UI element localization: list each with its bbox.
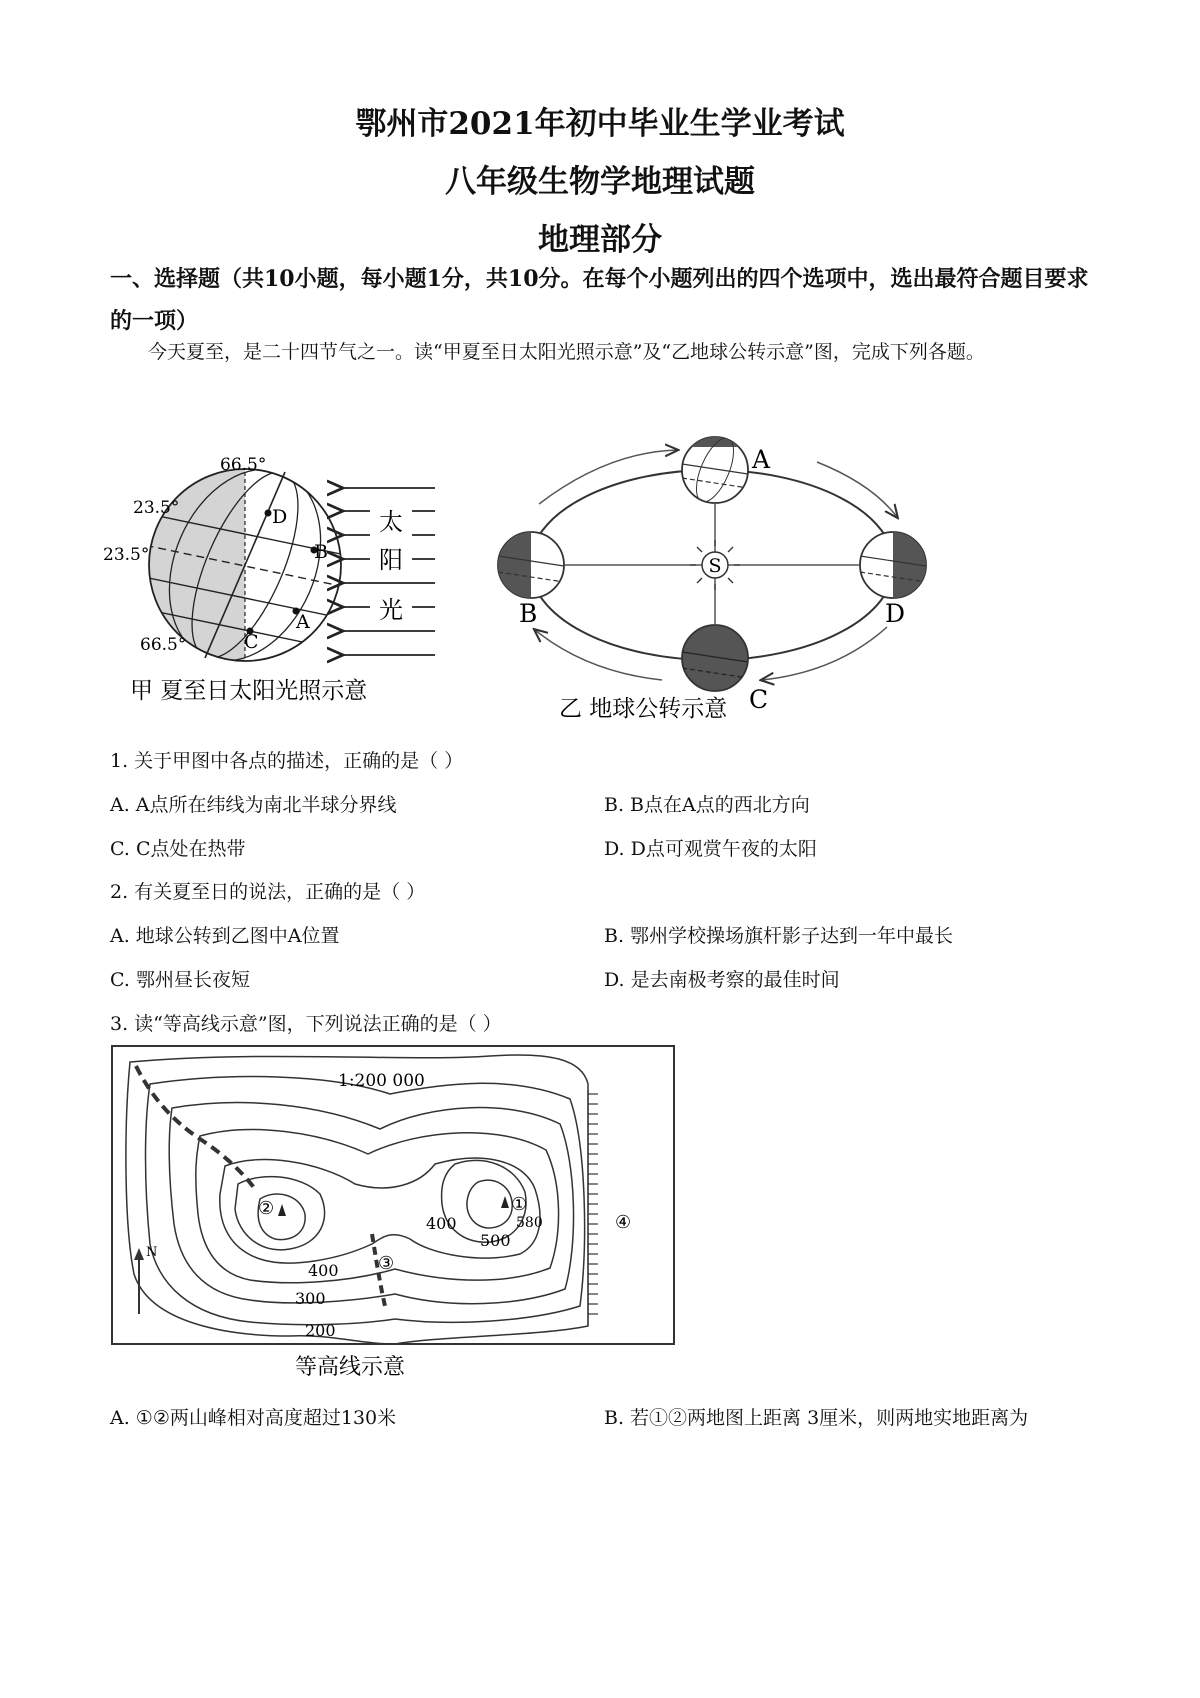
- question-1-option-d: D. D点可观赏午夜的太阳: [604, 838, 817, 860]
- contour-label: 400: [308, 1261, 339, 1280]
- question-1-option-a: A. A点所在纬线为南北半球分界线: [110, 794, 397, 816]
- sun-symbol: S: [708, 555, 722, 577]
- lat-label: 66.5°: [140, 635, 187, 655]
- question-1-option-c: C. C点处在热带: [110, 838, 246, 860]
- exam-subtitle: 八年级生物学地理试题: [445, 164, 755, 200]
- sun-char: 光: [379, 596, 403, 624]
- figure-caption: 乙 地球公转示意: [559, 696, 728, 722]
- point-label: B: [314, 541, 328, 563]
- point-label: C: [244, 631, 259, 653]
- part-title: 地理部分: [538, 222, 662, 258]
- section-heading: 一、选择题（共10小题，每小题1分，共10分。在每个小题列出的四个选项中，选出最符合题目要求的一项）: [110, 266, 1089, 334]
- lat-label: 23.5°: [133, 498, 180, 518]
- figure-caption: 等高线示意: [295, 1355, 406, 1380]
- question-2-option-d: D. 是去南极考察的最佳时间: [604, 969, 840, 991]
- marker-label: ④: [615, 1212, 632, 1233]
- question-3-stem: 3. 读“等高线示意”图，下列说法正确的是（ ）: [110, 1013, 502, 1035]
- question-2-option-b: B. 鄂州学校操场旗杆影子达到一年中最长: [604, 925, 954, 947]
- contour-label: 500: [480, 1231, 511, 1250]
- figure-caption: 甲 夏至日太阳光照示意: [130, 678, 368, 704]
- position-label: D: [885, 599, 906, 628]
- marker-label: ①: [511, 1194, 528, 1215]
- point-label: A: [296, 611, 310, 633]
- contour-label: 300: [295, 1289, 326, 1308]
- figure-contour-map: [110, 1044, 680, 1384]
- exam-title: 鄂州市2021年初中毕业生学业考试: [355, 106, 845, 142]
- contour-label: 200: [305, 1321, 336, 1340]
- contour-label: 400: [426, 1214, 457, 1233]
- point-label: D: [272, 506, 288, 528]
- lat-label: 66.5°: [220, 455, 267, 475]
- contour-label: 580: [516, 1215, 543, 1231]
- question-1-option-b: B. B点在A点的西北方向: [604, 794, 810, 816]
- north-label: N: [146, 1245, 158, 1260]
- map-scale: 1:200 000: [338, 1071, 425, 1091]
- question-1-stem: 1. 关于甲图中各点的描述，正确的是（ ）: [110, 750, 464, 772]
- question-2-option-a: A. 地球公转到乙图中A位置: [110, 925, 340, 947]
- question-3-option-b: B. 若①②两地图上距离 3厘米，则两地实地距离为: [604, 1407, 1029, 1429]
- question-3-option-a: A. ①②两山峰相对高度超过130米: [110, 1407, 397, 1429]
- sun-char: 阳: [379, 546, 403, 574]
- sun-char: 太: [379, 508, 403, 536]
- question-2-stem: 2. 有关夏至日的说法，正确的是（ ）: [110, 881, 426, 903]
- lat-label: 23.5°: [103, 545, 150, 565]
- position-label: A: [752, 445, 771, 474]
- position-label: B: [519, 599, 538, 628]
- figure-yi-revolution: [487, 422, 952, 794]
- marker-label: ③: [378, 1253, 395, 1274]
- question-2-option-c: C. 鄂州昼长夜短: [110, 969, 250, 991]
- marker-label: ②: [258, 1198, 275, 1219]
- position-label: C: [749, 685, 769, 714]
- intro-paragraph: 今天夏至，是二十四节气之一。读“甲夏至日太阳光照示意”及“乙地球公转示意”图，完成下列各题。: [148, 341, 985, 363]
- figure-jia-sunlight: [100, 448, 480, 720]
